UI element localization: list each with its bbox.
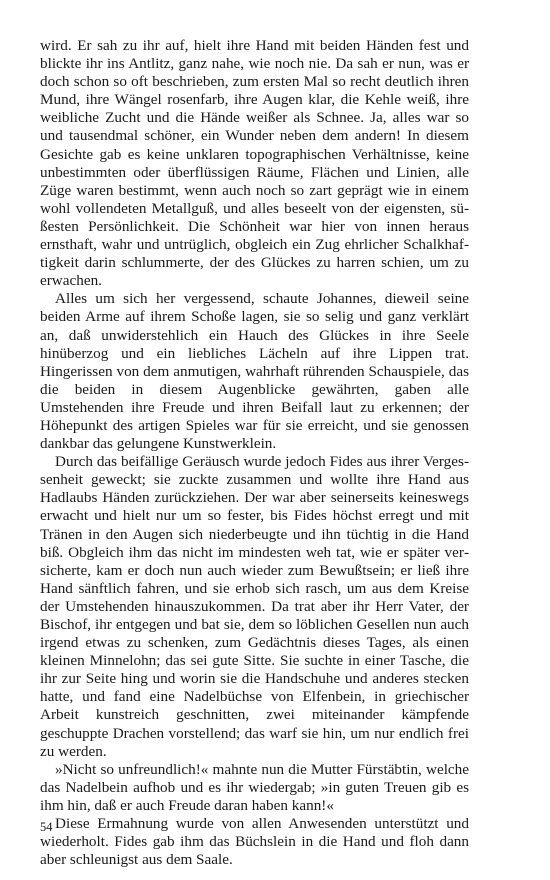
paragraph-2: Alles um sich her vergessend, schaute Johannes, dieweil seine beiden Arme auf ihrem Schoße lagen, sie so selig und ganz verklärt an, daß unwiderstehlich ein Hauch des Glückes in ihre Seele hinüberzog und ein liebliches Lächeln auf ihre Lippen trat. Hingerissen von dem anmutigen, wahrhaft rührenden Schauspiele, das die beiden in diesem Augenblicke gewährten, gaben alle Umstehenden ihre Freude und ihren Beifall laut zu erkennen; der Höhepunkt des artigen Spieles war für sie erreicht, und sie genossen dankbar das gelungene Kunstwerklein. xyxy=(40,290,469,453)
book-page-body xyxy=(40,37,469,869)
paragraph-4: »Nicht so unfreundlich!« mahnte nun die Mutter Fürstäbtin, welche das Nadelbein aufhob und es ihr wiedergab; »in guten Treuen gib es ihm hin, daß er auch Freude daran haben kann!« xyxy=(40,760,469,814)
paragraph-5: Diese Ermahnung wurde von allen Anwesenden unterstützt und wiederholt. Fides gab ihm das Büchslein in die Hand und floh dann aber schleunigst aus dem Saale. xyxy=(40,815,469,869)
page-number: 54 xyxy=(40,820,53,834)
paragraph-3: Durch das beifällige Geräusch wurde jedoch Fides aus ihrer Vergessenheit geweckt; sie zuckte zusammen und wollte ihre Hand aus Hadlaubs Händen zurückziehen. Der war aber seinerseits keineswegs erwacht und hielt nur um so fester, bis Fides höchst erregt und mit Tränen in den Augen sich niederbeugte und ihn tüchtig in die Hand biß. Obgleich ihm das nicht im mindesten weh tat, wie er später versicherte, kam er doch nun auch wieder zum Bewußtsein; er ließ ihre Hand sänftlich fahren, und sie erhob sich rasch, um aus dem Kreise der Umstehenden hinauszukommen. Da trat aber ihr Herr Vater, der Bischof, ihr entgegen und bat sie, dem so löblichen Gesellen nun auch irgend etwas zu schenken, zum Gedächtnis dieses Tages, als einen kleinen Minnelohn; das sei gute Sitte. Sie suchte in einer Tasche, die ihr zur Seite hing und worin sie die Handschuhe und anderes stecken hatte, und fand eine Nadelbüchse von Elfenbein, in griechischer Arbeit kunstreich geschnitten, zwei miteinander kämpfende geschuppte Drachen vorstellend; das warf sie hin, um nur endlich frei zu werden. xyxy=(40,453,469,760)
paragraph-1: wird. Er sah zu ihr auf, hielt ihre Hand mit beiden Händen fest und blickte ihr ins Antlitz, ganz nahe, wie noch nie. Da sah er nun, was er doch schon so oft beschrieben, zum ersten Mal so recht deutlich ihren Mund, ihre Wängel rosenfarb, ihre Augen klar, die Kehle weiß, ihre weibliche Zucht und die Hände weißer als Schnee. Ja, alles war so und tausendmal schöner, ein Wunder neben dem andern! In diesem Gesichte gab es keine unklaren topographischen Verhältnisse, keine unbestimmten oder überflüssigen Räume, Flächen und Linien, alle Züge waren bestimmt, wenn auch noch so zart geprägt wie in einem wohl vollendeten Metallguß, und alles beseelt von der eigensten, süßesten Persönlichkeit. Die Schönheit war hier von innen heraus ernsthaft, wahr und untrüglich, obgleich ein Zug ehrlicher Schalkhaftigkeit darin schlummerte, der des Glückes zu harren schien, um zu erwachen. xyxy=(40,37,469,290)
